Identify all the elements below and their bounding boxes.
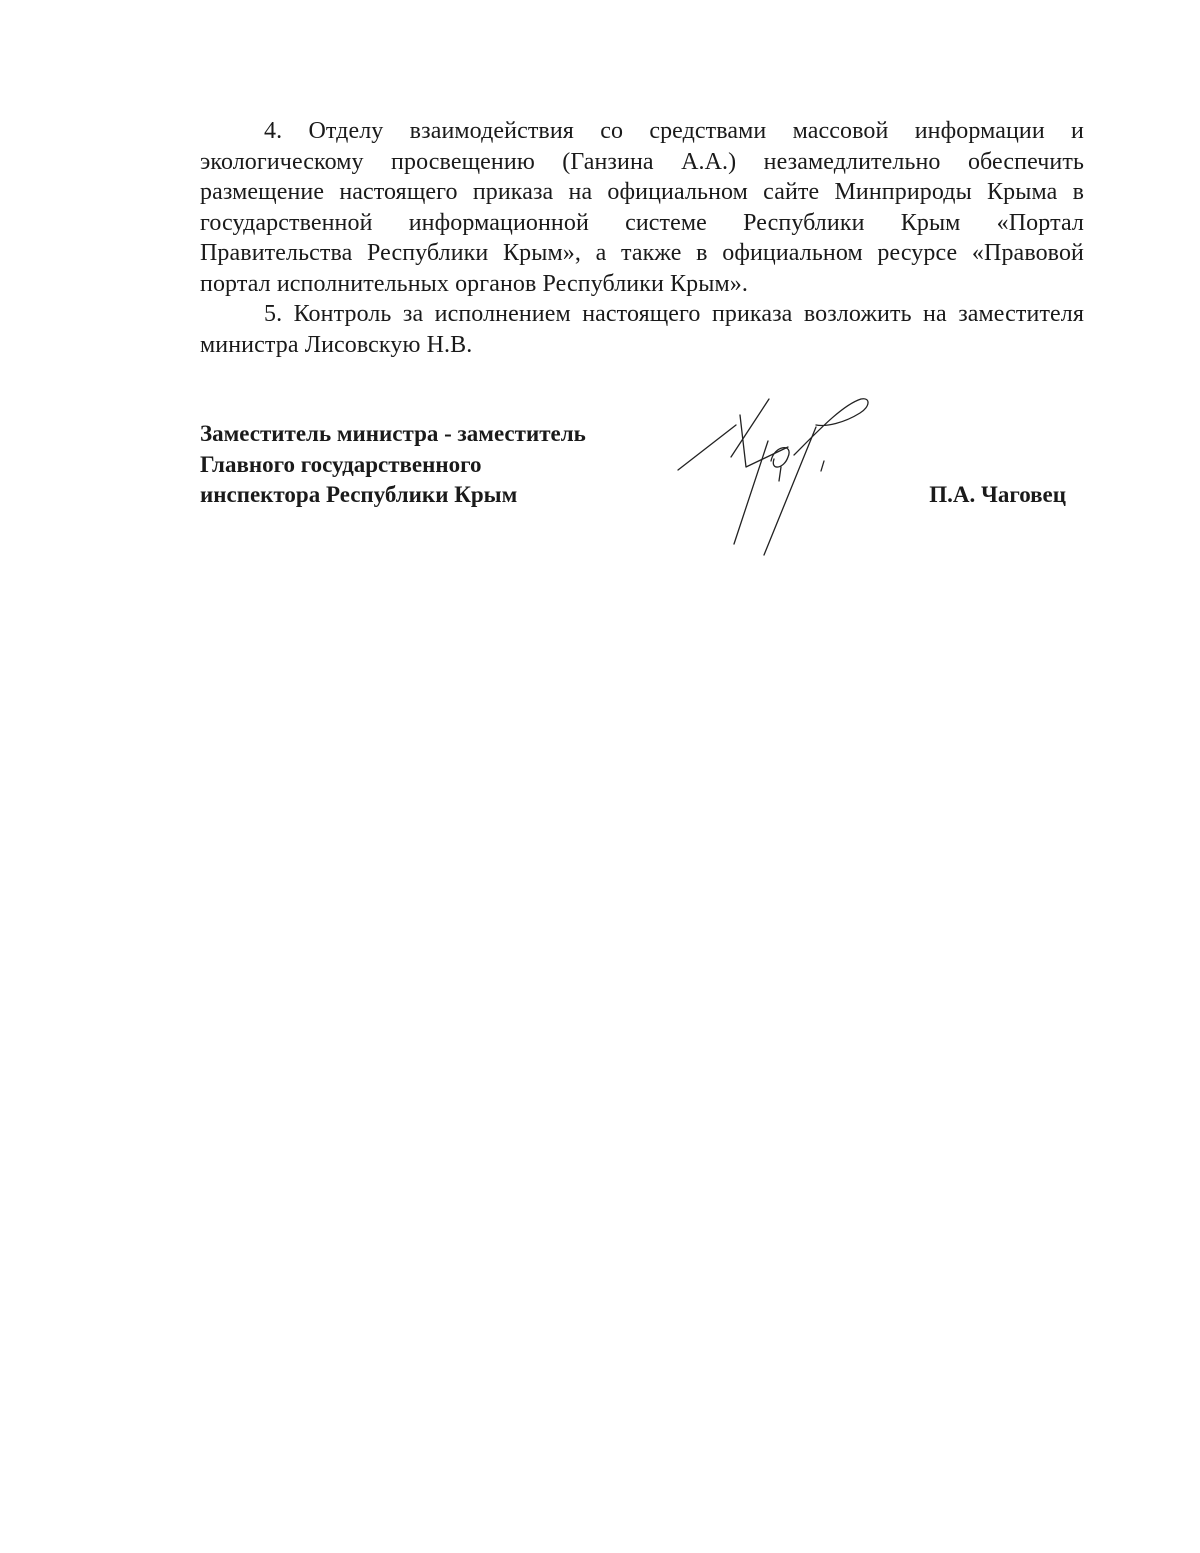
signature-block <box>200 419 1084 579</box>
signatory-position-line: инспектора Республики Крым <box>200 482 518 507</box>
signatory-position <box>200 419 586 511</box>
paragraph-4: 4. Отделу взаимодействия со средствами массовой информации и экологическому просвещению (Ганзина А.А.) незамедлительно обеспечить размещение настоящего приказа на официальном сайте Минприроды Крыма в государственной информационной системе Республики Крым «Портал Правительства Республики Крым», а также в официальном ресурсе «Правовой портал исполнительных органов Республики Крым». <box>200 118 1084 297</box>
signatory-name: П.А. Чаговец <box>929 482 1066 507</box>
signatory-position-line: Главного государственного <box>200 451 482 477</box>
handwritten-signature-icon <box>676 397 901 562</box>
paragraph-5: 5. Контроль за исполнением настоящего приказа возложить на заместителя министра Лисовскую Н.В. <box>200 301 1084 358</box>
document-body <box>200 116 1084 360</box>
signatory-position-line: Заместитель министра - заместитель <box>200 421 586 446</box>
